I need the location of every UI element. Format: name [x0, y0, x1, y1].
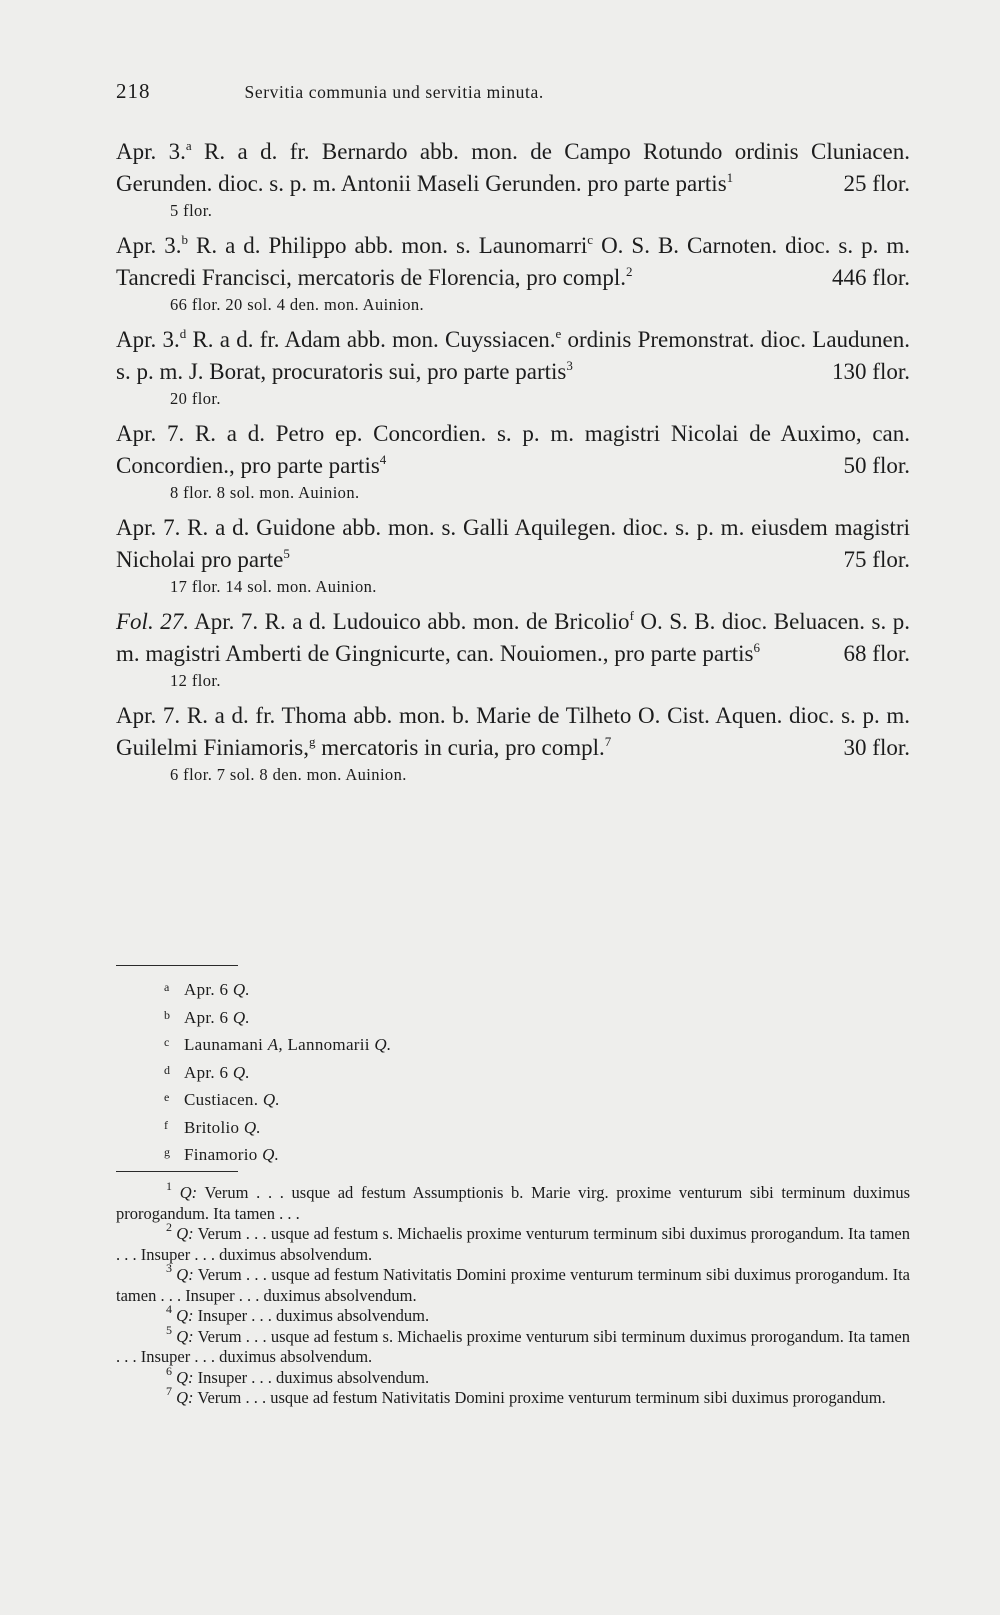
variant-note: b Apr. 6 Q. [164, 1007, 250, 1027]
footnote: $^3$ Q: Verum . . . usque ad festum Nativitatis Domini proxime venturum terminum sibi duximus prorogandum. Ita tamen . . . Insuper . . . duximus absolvendum. [116, 1261, 911, 1305]
entry [116, 700, 910, 786]
entry [116, 324, 910, 410]
entry-text: Apr. 7. R. a d. Petro ep. Concordien. s. p. m. magistri Nicolai de Auximo, can. Concordien., pro parte partis$^4$ 50 flor. [116, 418, 910, 481]
running-title: Servitia communia und servitia minuta. [244, 82, 544, 102]
entry-date: Apr. 3. [116, 233, 182, 258]
entry-text: Apr. 7. R. a d. fr. Thoma abb. mon. b. Marie de Tilheto O. Cist. Aquen. dioc. s. p. m. Guilelmi Finiamoris,$^g$ mercatoris in curia, pro compl.$^7$ 30 flor. [116, 700, 910, 763]
entry-text: Apr. 3.$^b$ R. a d. Philippo abb. mon. s. Launomarri$^c$ O. S. B. Carnoten. dioc. s. p. m. Tancredi Francisci, mercatoris de Florencia, pro compl.$^2$ 446 flor. [116, 230, 910, 293]
variant-mark: g [308, 733, 316, 749]
footnote-ref: 1 [726, 169, 734, 185]
footnotes [116, 1179, 911, 1409]
entry-text: Apr. 7. R. a d. Guidone abb. mon. s. Galli Aquilegen. dioc. s. p. m. eiusdem magistri Nicholai pro parte$^5$ 75 flor. [116, 512, 910, 575]
entry-amount: 25 flor. [843, 170, 910, 196]
footnote-ref: 3 [566, 357, 573, 373]
variant-mark: b [181, 232, 188, 247]
entry [116, 230, 910, 316]
entry-subamount: 17 flor. 14 sol. mon. Auinion. [170, 577, 377, 596]
variant-mark: e [555, 326, 562, 341]
footnote-ref: 5 [283, 545, 290, 561]
entry-date: Apr. 7. [116, 703, 181, 728]
footnote-ref: 4 [379, 451, 387, 467]
variant-mark: f [629, 608, 634, 623]
entry-date: Apr. 7. [116, 515, 181, 540]
variant-mark: a [185, 138, 192, 153]
entry [116, 512, 910, 598]
entry-subamount: 12 flor. [170, 671, 221, 690]
variant-note: d Apr. 6 Q. [164, 1062, 250, 1082]
entry-amount: 68 flor. [843, 640, 910, 666]
footnotes-divider [116, 1171, 238, 1172]
footnote: $^1$ Q: Verum . . . usque ad festum Assumptionis b. Marie virg. proxime venturum sibi terminum duximus prorogandum. Ita tamen . . . [116, 1179, 911, 1223]
footnote-ref: 2 [625, 263, 633, 279]
entry-subamount: 66 flor. 20 sol. 4 den. mon. Auinion. [170, 295, 425, 314]
page-number: 218 [116, 79, 151, 103]
footnote-ref: 6 [753, 639, 760, 655]
entry-amount: 30 flor. [843, 734, 910, 760]
variant-note: f Britolio Q. [164, 1117, 261, 1137]
footnote: $^7$ Q: Verum . . . usque ad festum Nativitatis Domini proxime venturum terminum sibi duximus prorogandum. [166, 1384, 886, 1407]
entry [116, 606, 910, 692]
entry-subamount: 5 flor. [170, 201, 213, 220]
variant-mark: c [587, 232, 594, 247]
entry-subamount: 20 flor. [170, 389, 221, 408]
entry-subamount: 6 flor. 7 sol. 8 den. mon. Auinion. [170, 765, 407, 784]
page-header [116, 79, 706, 104]
variant-note: g Finamorio Q. [164, 1145, 280, 1164]
entry [116, 136, 910, 222]
variant-notes [164, 975, 564, 1168]
variant-note: c Launamani A, Lannomarii Q. [164, 1035, 392, 1054]
entry-text: Fol. 27. Apr. 7. R. a d. Ludouico abb. mon. de Bricolio$^f$ O. S. B. dioc. Beluacen. s. p. m. magistri Amberti de Gingnicurte, can. Nouiomen., pro parte partis$^6$ 68 flor. [116, 606, 910, 669]
entry [116, 418, 910, 504]
footnote: $^2$ Q: Verum . . . usque ad festum s. Michaelis proxime venturum terminum sibi duximus prorogandum. Ita tamen . . . Insuper . . . duximus absolvendum. [116, 1220, 911, 1264]
entry-date: Apr. 3. [116, 327, 180, 352]
footnote: $^6$ Q: Insuper . . . duximus absolvendum. [166, 1363, 430, 1387]
entry-date: Apr. 7. [188, 609, 259, 634]
entry-amount: 130 flor. [832, 358, 910, 384]
entry-date: Apr. 3. [116, 139, 186, 164]
entry-list [116, 136, 910, 794]
variant-mark: d [179, 326, 187, 341]
folio-marker: Fol. 27. [116, 609, 189, 634]
entry-amount: 446 flor. [832, 264, 910, 290]
footnote: $^4$ Q: Insuper . . . duximus absolvendum. [166, 1302, 430, 1325]
variant-notes-divider [116, 965, 238, 966]
variant-note: a Apr. 6 Q. [164, 980, 250, 999]
footnote-ref: 7 [604, 733, 612, 749]
entry-amount: 50 flor. [843, 452, 910, 478]
entry-subamount: 8 flor. 8 sol. mon. Auinion. [170, 483, 360, 502]
entry-date: Apr. 7. [116, 421, 185, 446]
entry-text: Apr. 3.$^a$ R. a d. fr. Bernardo abb. mon. de Campo Rotundo ordinis Cluniacen. Gerunden. dioc. s. p. m. Antonii Maseli Gerunden. pro parte partis$^1$ 25 flor. [116, 136, 910, 199]
footnote: $^5$ Q: Verum . . . usque ad festum s. Michaelis proxime venturum sibi terminum duximus prorogandum. Ita tamen . . . Insuper . . . duximus absolvendum. [116, 1322, 911, 1366]
variant-note: e Custiacen. Q. [164, 1090, 280, 1109]
entry-text: Apr. 3.$^d$ R. a d. fr. Adam abb. mon. Cuyssiacen.$^e$ ordinis Premonstrat. dioc. Laudunen. s. p. m. J. Borat, procuratoris sui, pro parte partis$^3$ 130 flor. [116, 324, 910, 387]
entry-amount: 75 flor. [843, 546, 910, 572]
